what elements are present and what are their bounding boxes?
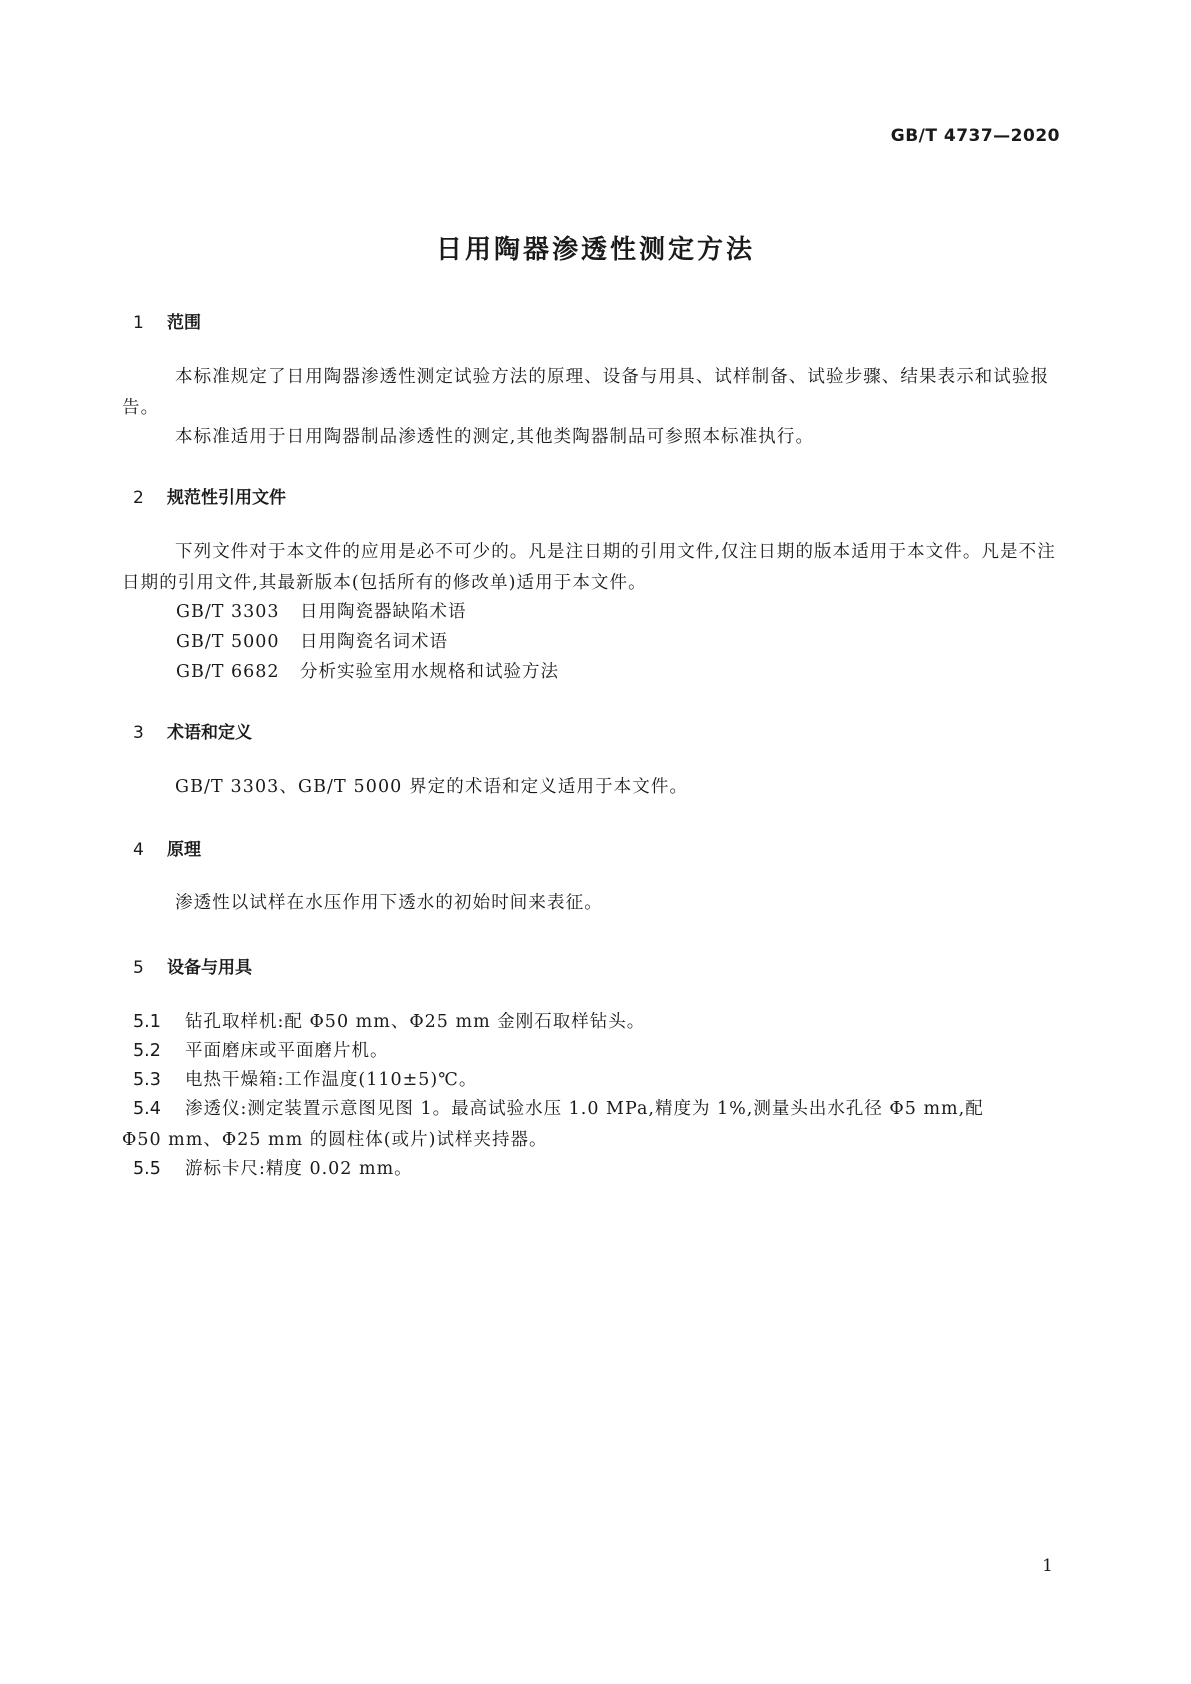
- reference-code: GB/T 5000: [176, 632, 280, 652]
- item-number: 5.3: [133, 1070, 161, 1090]
- page-number: 1: [1042, 1556, 1053, 1576]
- item-text: 渗透仪:测定装置示意图见图 1。最高试验水压 1.0 MPa,精度为 1%,测量头出水孔径 Φ5 mm,配: [185, 1099, 984, 1119]
- reference-name: 日用陶瓷器缺陷术语: [300, 602, 467, 622]
- item-number: 5.1: [133, 1012, 161, 1032]
- standard-code: GB/T 4737—2020: [890, 126, 1060, 146]
- apparatus-item: [133, 1007, 1068, 1038]
- item-text: 钻孔取样机:配 Φ50 mm、Φ25 mm 金刚石取样钻头。: [185, 1012, 646, 1032]
- item-number: 5.5: [133, 1159, 161, 1179]
- item-text: 平面磨床或平面磨片机。: [185, 1041, 389, 1061]
- apparatus-item: [133, 1065, 1068, 1096]
- terms-paragraph: GB/T 3303、GB/T 5000 界定的术语和定义适用于本文件。: [175, 777, 689, 797]
- item-text-continued: Φ50 mm、Φ25 mm 的圆柱体(或片)试样夹持器。: [122, 1130, 548, 1150]
- reference-item: [176, 598, 467, 623]
- section-number: 4: [133, 840, 144, 860]
- apparatus-item: [133, 1154, 1068, 1185]
- section-title: 术语和定义: [167, 723, 252, 743]
- section-title: 原理: [167, 840, 201, 860]
- section-heading-normative-references: [133, 483, 286, 508]
- reference-item: [176, 628, 448, 653]
- item-number: 5.4: [133, 1099, 161, 1119]
- apparatus-item: [122, 1094, 1068, 1156]
- reference-code: GB/T 6682: [176, 662, 280, 682]
- item-number: 5.2: [133, 1041, 161, 1061]
- section-number: 5: [133, 958, 144, 978]
- section-number: 2: [133, 488, 144, 508]
- item-text: 游标卡尺:精度 0.02 mm。: [185, 1159, 413, 1179]
- section-title: 范围: [167, 313, 201, 333]
- section-number: 3: [133, 723, 144, 743]
- section-title: 规范性引用文件: [167, 488, 286, 508]
- section-heading-scope: [133, 308, 201, 333]
- reference-code: GB/T 3303: [176, 602, 280, 622]
- section-number: 1: [133, 313, 144, 333]
- item-text: 电热干燥箱:工作温度(110±5)℃。: [185, 1070, 478, 1090]
- section-title: 设备与用具: [167, 958, 252, 978]
- principle-paragraph: 渗透性以试样在水压作用下透水的初始时间来表征。: [175, 893, 603, 913]
- reference-name: 日用陶瓷名词术语: [300, 632, 448, 652]
- apparatus-item: [133, 1036, 1068, 1067]
- reference-name: 分析实验室用水规格和试验方法: [300, 662, 559, 682]
- section-heading-apparatus: [133, 953, 252, 978]
- section-heading-principle: [133, 835, 201, 860]
- scope-paragraph-1: 本标准规定了日用陶器渗透性测定试验方法的原理、设备与用具、试样制备、试验步骤、结果表示和试验报告。: [122, 367, 1050, 418]
- section-heading-terms: [133, 718, 252, 743]
- scope-paragraph-2: 本标准适用于日用陶器制品渗透性的测定,其他类陶器制品可参照本标准执行。: [175, 427, 815, 447]
- reference-item: [176, 658, 559, 683]
- references-paragraph: 下列文件对于本文件的应用是必不可少的。凡是注日期的引用文件,仅注日期的版本适用于本文件。凡是不注日期的引用文件,其最新版本(包括所有的修改单)适用于本文件。: [122, 542, 1056, 593]
- document-title: 日用陶器渗透性测定方法: [435, 235, 755, 265]
